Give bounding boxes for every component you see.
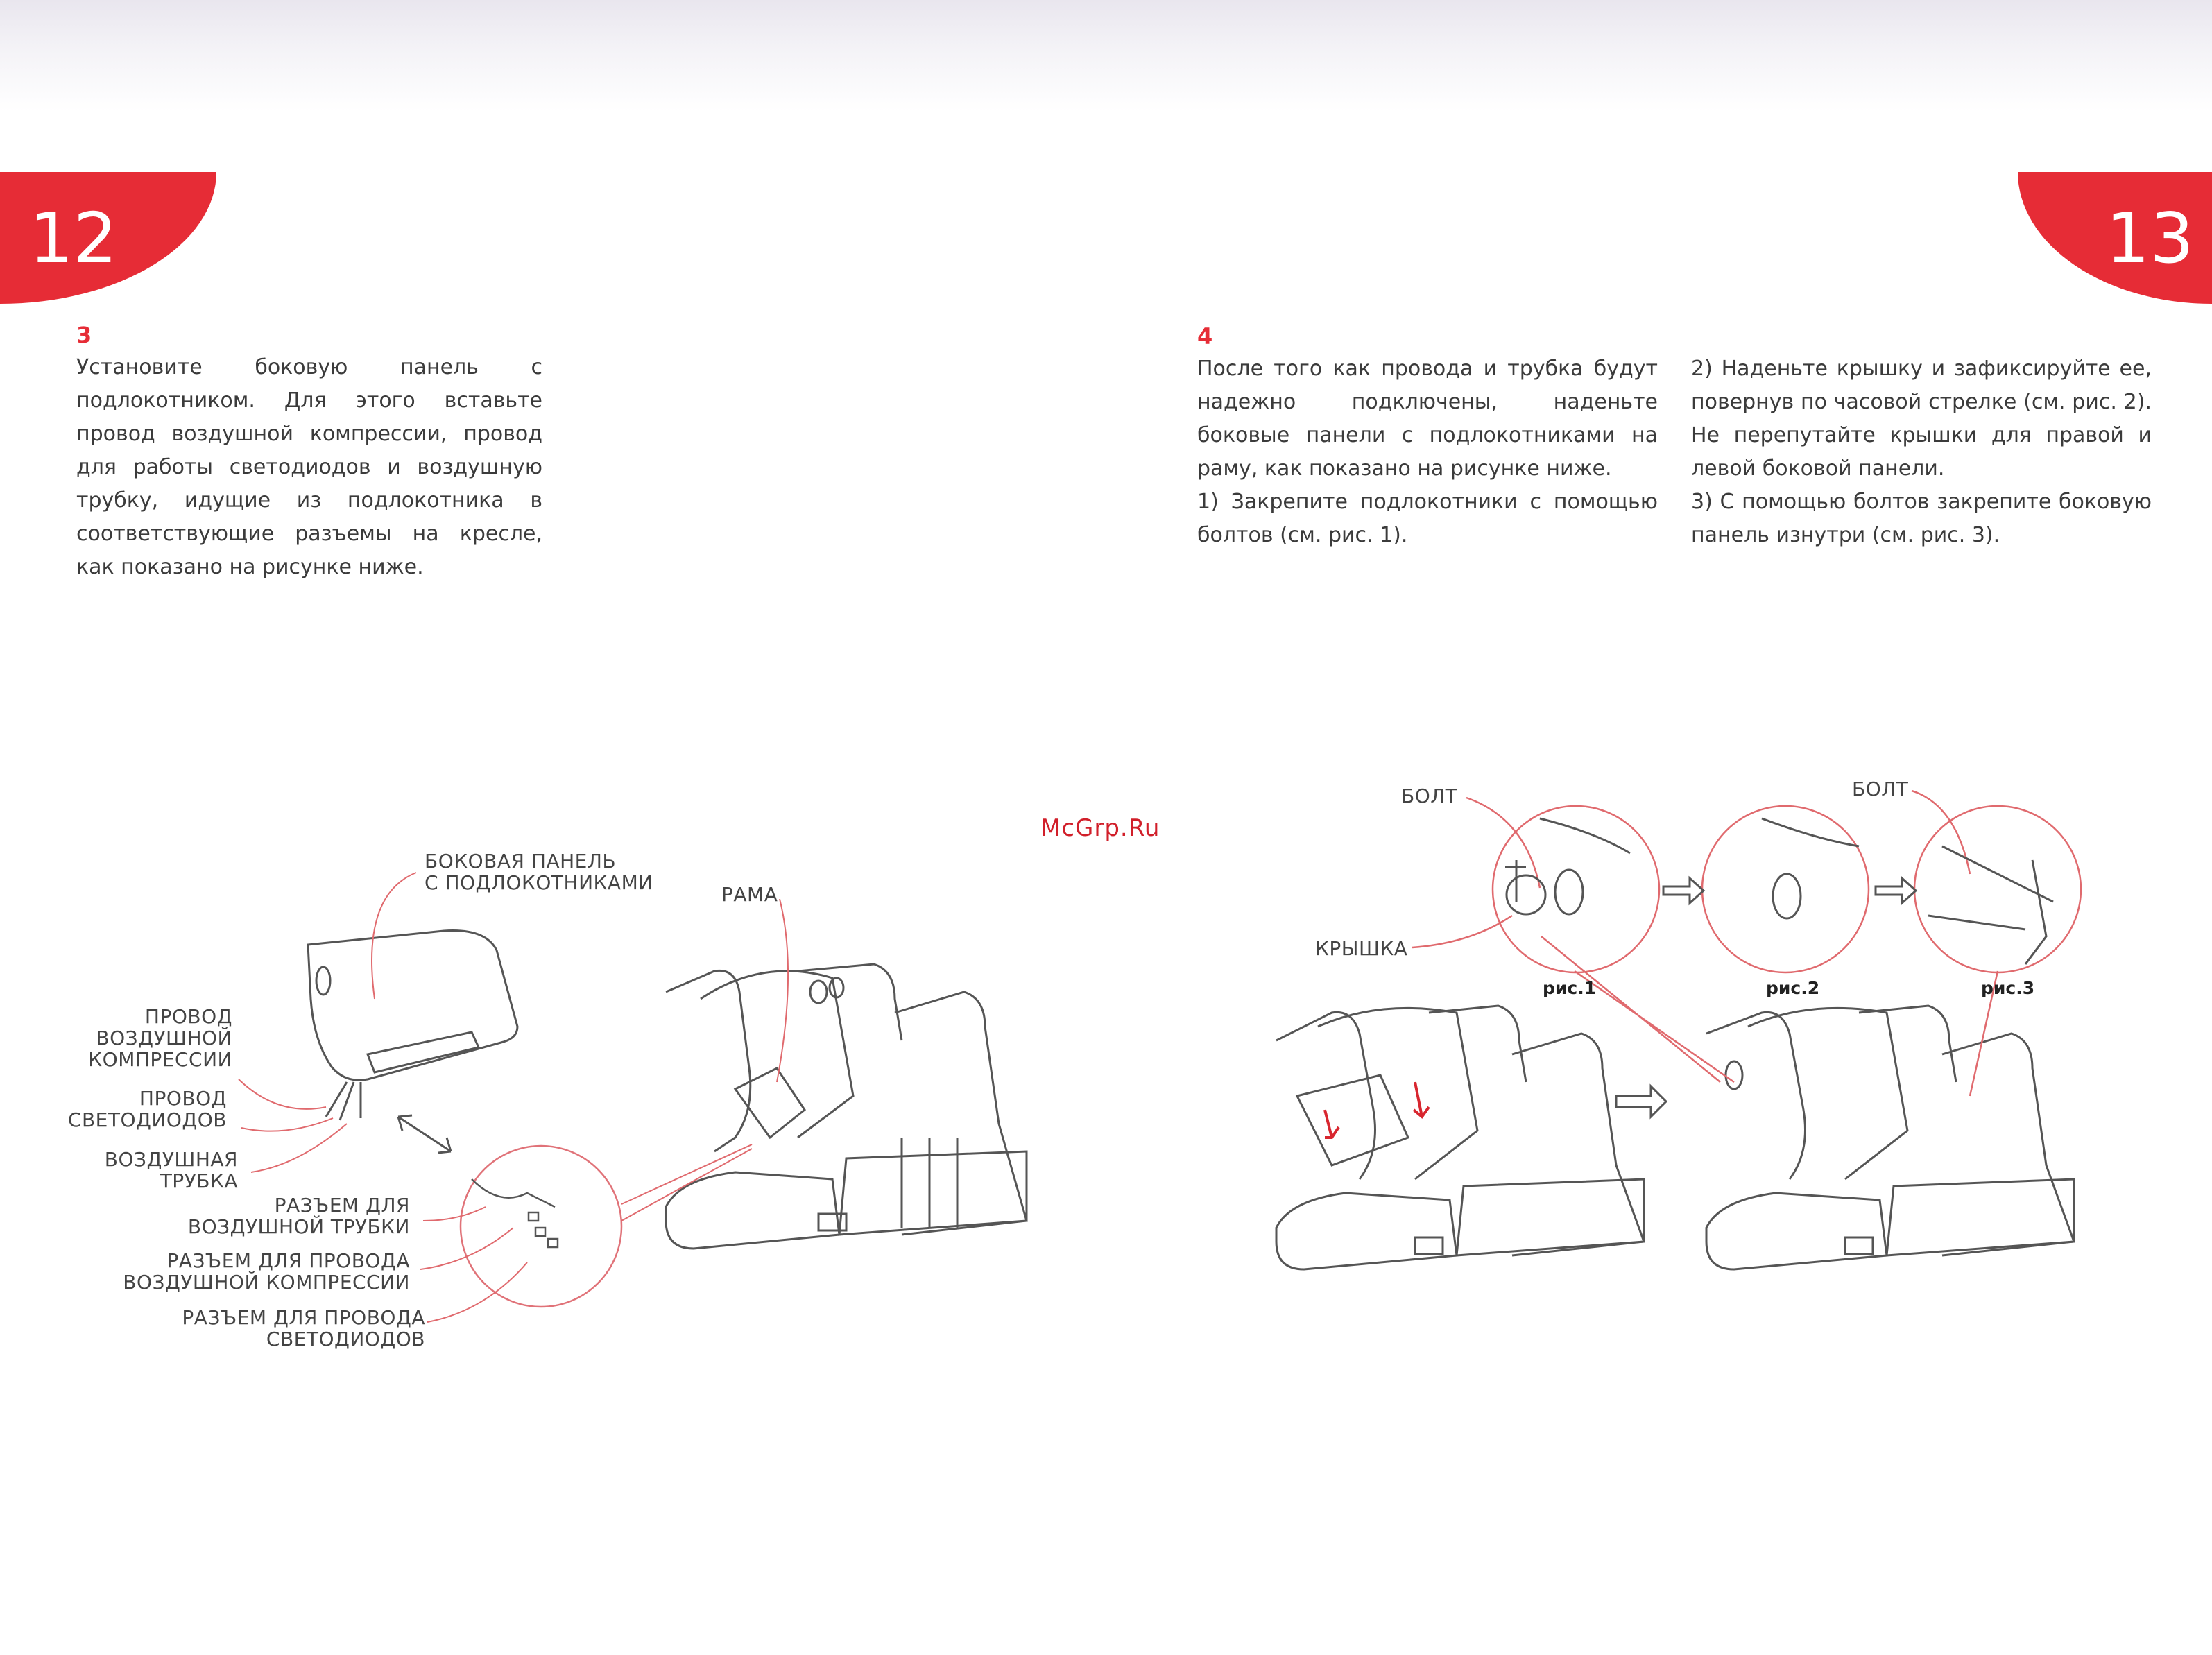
- label-led-socket: [182, 1307, 425, 1350]
- label-line: ВОЗДУШНОЙ: [96, 1027, 232, 1049]
- socket-closeup: [472, 1179, 558, 1247]
- label-line: ТРУБКА: [160, 1169, 238, 1192]
- red-arrows: [1325, 1082, 1429, 1138]
- label-line: РАЗЪЕМ ДЛЯ ПРОВОДА: [182, 1306, 425, 1329]
- step-4-sub-2: 2) Наденьте крышку и зафиксируйте ее, повернув по часовой стрелке (см. рис. 2). Не перепутайте крышки для правой и левой боковой панели.: [1691, 357, 2152, 481]
- label-line: КОМПРЕССИИ: [88, 1048, 232, 1071]
- figure-circles: [1412, 791, 2081, 1096]
- chair-left-drawing: [666, 964, 1027, 1249]
- side-panel-drawing: [308, 931, 517, 1120]
- label-line: ПРОВОД: [144, 1005, 232, 1028]
- label-led-wire: [68, 1088, 227, 1131]
- chair-after-drawing: [1706, 1006, 2074, 1269]
- step-4-sub-1: 1) Закрепите подлокотники с помощью болтов (см. рис. 1).: [1197, 490, 1658, 547]
- label-bolt-1: БОЛТ: [1401, 784, 1458, 807]
- label-bolt-2: БОЛТ: [1852, 778, 1909, 800]
- page-number-text: 12: [29, 197, 118, 279]
- label-air-tube: [105, 1149, 238, 1192]
- label-line: БОКОВАЯ ПАНЕЛЬ: [425, 850, 617, 873]
- label-line: РАЗЪЕМ ДЛЯ ПРОВОДА: [166, 1249, 410, 1272]
- transition-arrow: [1616, 1086, 1666, 1117]
- figure-details: [1505, 818, 2053, 964]
- label-air-wire-socket: [123, 1250, 410, 1293]
- double-arrow: [398, 1115, 451, 1153]
- label-line: РАЗЪЕМ ДЛЯ: [274, 1194, 410, 1217]
- step-number-4: 4: [1197, 323, 1213, 350]
- label-line: ВОЗДУШНОЙ КОМПРЕССИИ: [123, 1271, 410, 1294]
- label-line: ПРОВОД: [139, 1087, 227, 1110]
- watermark: McGrp.Ru: [1040, 814, 1160, 842]
- step-number-3: 3: [76, 322, 92, 348]
- label-side-panel: [425, 850, 653, 893]
- label-line: ВОЗДУШНАЯ: [104, 1148, 238, 1171]
- caption-fig2: рис.2: [1766, 978, 1820, 998]
- label-air-tube-socket: [188, 1194, 410, 1237]
- step-4-sub-3: 3) С помощью болтов закрепите боковую панель изнутри (см. рис. 3).: [1691, 490, 2152, 547]
- page-number-text: 13: [2105, 197, 2194, 279]
- caption-fig1: рис.1: [1543, 978, 1597, 998]
- label-frame: РАМА: [721, 883, 778, 906]
- label-cover: КРЫШКА: [1315, 937, 1408, 960]
- step-4-intro: После того как провода и трубка будут надежно подключены, наденьте боковые панели с подлокотниками на раму, как показано на рисунке ниже.: [1197, 357, 1658, 481]
- label-line: ВОЗДУШНОЙ ТРУБКИ: [187, 1215, 410, 1238]
- label-line: СВЕТОДИОДОВ: [67, 1108, 227, 1131]
- label-line: СВЕТОДИОДОВ: [266, 1328, 425, 1350]
- label-line: С ПОДЛОКОТНИКАМИ: [425, 871, 653, 894]
- label-air-wire: [88, 1006, 232, 1070]
- step-3-instruction: Установите боковую панель с подлокотником. Для этого вставьте провод воздушной компрессии, провод для работы светодиодов и воздушную трубку, идущие из подлокотника в соответствующие разъемы на кресле, как показано на рисунке ниже.: [76, 355, 542, 579]
- figure-arrows: [1663, 878, 1916, 903]
- caption-fig3: рис.3: [1981, 978, 2035, 998]
